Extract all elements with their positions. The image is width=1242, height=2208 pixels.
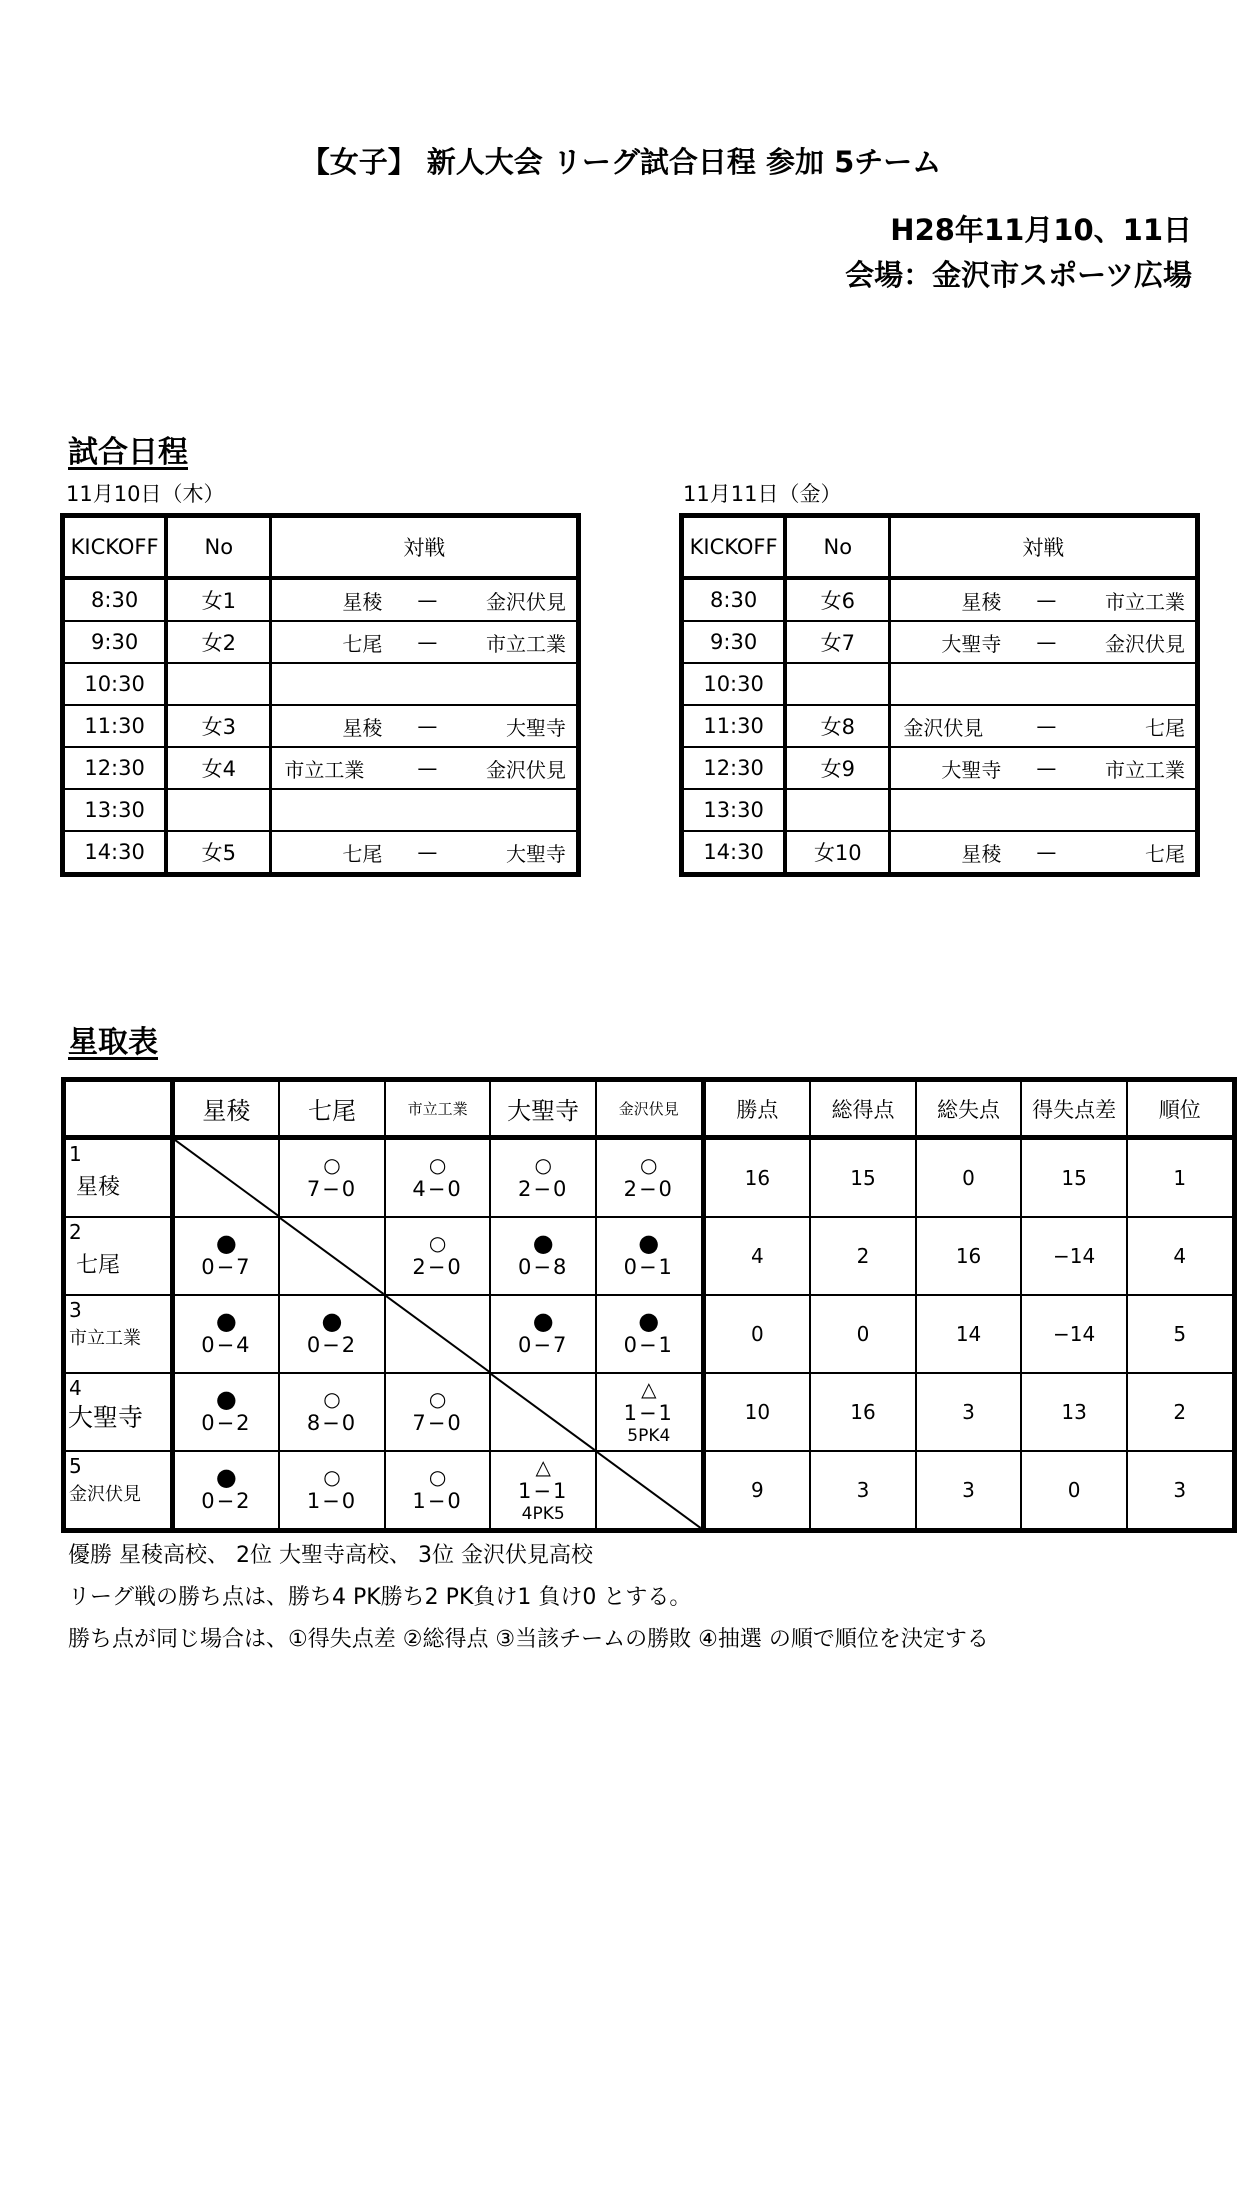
opponent-header: 星稜 bbox=[172, 1080, 279, 1138]
score: 0−7 bbox=[518, 1333, 569, 1357]
match-number bbox=[785, 789, 890, 831]
match-cell bbox=[271, 621, 579, 663]
pk-score: 5PK4 bbox=[627, 1426, 671, 1446]
result-cell bbox=[385, 1451, 491, 1531]
kickoff-time: 12:30 bbox=[682, 747, 786, 789]
goal-difference-value: −14 bbox=[1021, 1217, 1127, 1295]
score: 0−2 bbox=[201, 1489, 252, 1513]
team-cell bbox=[64, 1373, 173, 1451]
result-cell bbox=[385, 1373, 491, 1451]
diagonal-line bbox=[175, 1140, 279, 1216]
kickoff-time: 10:30 bbox=[63, 663, 167, 705]
result-cell bbox=[279, 1295, 385, 1373]
draw-mark-icon: △ bbox=[641, 1377, 657, 1401]
kickoff-header: KICKOFF bbox=[682, 516, 786, 579]
rank-value: 5 bbox=[1127, 1295, 1234, 1373]
goals-against-value: 3 bbox=[916, 1451, 1022, 1531]
kickoff-time: 8:30 bbox=[63, 578, 167, 621]
score: 0−7 bbox=[201, 1255, 252, 1279]
match-number: 女4 bbox=[166, 747, 271, 789]
win-mark-icon: ○ bbox=[323, 1387, 341, 1411]
self-cell bbox=[279, 1217, 385, 1295]
match-number bbox=[166, 789, 271, 831]
points-value: 4 bbox=[703, 1217, 810, 1295]
score: 7−0 bbox=[412, 1411, 463, 1435]
away-team: 七尾 bbox=[1145, 841, 1185, 866]
opponent-header: 大聖寺 bbox=[490, 1080, 596, 1138]
goals-against-value: 16 bbox=[916, 1217, 1022, 1295]
team-number: 1 bbox=[69, 1142, 82, 1166]
stat-header: 総失点 bbox=[916, 1080, 1022, 1138]
kickoff-time: 12:30 bbox=[63, 747, 167, 789]
points-value: 0 bbox=[703, 1295, 810, 1373]
loss-mark-icon: ● bbox=[215, 1463, 237, 1491]
schedule-row bbox=[63, 789, 579, 831]
match-number: 女9 bbox=[785, 747, 890, 789]
schedule-row bbox=[682, 747, 1198, 789]
score: 0−8 bbox=[518, 1255, 569, 1279]
versus-dash: — bbox=[1036, 840, 1057, 864]
result-cell bbox=[596, 1138, 703, 1218]
matchup bbox=[891, 580, 1195, 620]
versus-dash: — bbox=[417, 630, 438, 654]
home-team: 星稜 bbox=[961, 841, 1002, 866]
schedule-row bbox=[63, 747, 579, 789]
match-number bbox=[166, 663, 271, 705]
diagonal-stroke bbox=[597, 1452, 701, 1528]
kickoff-time: 11:30 bbox=[682, 705, 786, 747]
team-cell bbox=[64, 1217, 173, 1295]
kickoff-time: 9:30 bbox=[63, 621, 167, 663]
schedule-row bbox=[63, 705, 579, 747]
schedule-row bbox=[682, 621, 1198, 663]
away-team: 金沢伏見 bbox=[486, 757, 566, 782]
diagonal-stroke bbox=[175, 1140, 279, 1216]
score: 2−0 bbox=[518, 1177, 569, 1201]
schedule-row bbox=[682, 663, 1198, 705]
day2-label: 11月11日（金） bbox=[683, 482, 842, 506]
match-cell bbox=[890, 747, 1198, 789]
goal-difference-value: −14 bbox=[1021, 1295, 1127, 1373]
goal-difference-value: 15 bbox=[1021, 1138, 1127, 1218]
result-cell bbox=[172, 1295, 279, 1373]
result-cell bbox=[490, 1295, 596, 1373]
diagonal-stroke bbox=[280, 1218, 384, 1294]
event-venue: 会場：金沢市スポーツ広場 bbox=[845, 258, 1192, 292]
match-number: 女7 bbox=[785, 621, 890, 663]
team-cell bbox=[64, 1295, 173, 1373]
score: 2−0 bbox=[623, 1177, 674, 1201]
schedule-row bbox=[682, 831, 1198, 875]
match-header: 対戦 bbox=[271, 516, 579, 579]
win-mark-icon: ○ bbox=[640, 1153, 658, 1177]
match-number: 女8 bbox=[785, 705, 890, 747]
match-number: 女3 bbox=[166, 705, 271, 747]
loss-mark-icon: ● bbox=[215, 1385, 237, 1413]
home-team: 星稜 bbox=[961, 589, 1002, 614]
diagonal-line bbox=[491, 1374, 595, 1450]
tiebreak-rule-note: 勝ち点が同じ場合は、①得失点差 ②総得点 ③当該チームの勝敗 ④抽選 の順で順位を決定する bbox=[68, 1627, 989, 1652]
score: 1−0 bbox=[412, 1489, 463, 1513]
stat-header: 総得点 bbox=[810, 1080, 916, 1138]
result-cell bbox=[596, 1217, 703, 1295]
versus-dash: — bbox=[1036, 630, 1057, 654]
stat-header: 順位 bbox=[1127, 1080, 1234, 1138]
points-value: 9 bbox=[703, 1451, 810, 1531]
no-header: No bbox=[166, 516, 271, 579]
versus-dash: — bbox=[1036, 714, 1057, 738]
goals-for-value: 16 bbox=[810, 1373, 916, 1451]
home-team: 七尾 bbox=[342, 631, 383, 656]
win-mark-icon: ○ bbox=[428, 1465, 447, 1489]
standings-row bbox=[64, 1451, 1235, 1531]
versus-dash: — bbox=[1036, 756, 1057, 780]
score: 1−1 bbox=[623, 1401, 674, 1425]
loss-mark-icon: ● bbox=[638, 1229, 660, 1257]
home-team: 星稜 bbox=[342, 715, 383, 740]
draw-mark-icon: △ bbox=[535, 1455, 551, 1479]
diagonal-stroke bbox=[491, 1374, 595, 1450]
opponent-header: 市立工業 bbox=[385, 1080, 491, 1138]
diagonal-line bbox=[280, 1218, 384, 1294]
win-mark-icon: ○ bbox=[428, 1387, 447, 1411]
result-cell bbox=[172, 1373, 279, 1451]
goals-against-value: 14 bbox=[916, 1295, 1022, 1373]
score: 0−4 bbox=[201, 1333, 252, 1357]
score: 0−1 bbox=[623, 1255, 674, 1279]
self-cell bbox=[490, 1373, 596, 1451]
away-team: 大聖寺 bbox=[506, 841, 566, 866]
result-cell bbox=[490, 1138, 596, 1218]
self-cell bbox=[172, 1138, 279, 1218]
score: 1−1 bbox=[518, 1479, 569, 1503]
team-cell bbox=[64, 1138, 173, 1218]
loss-mark-icon: ● bbox=[532, 1307, 554, 1335]
result-cell bbox=[279, 1373, 385, 1451]
loss-mark-icon: ● bbox=[215, 1229, 237, 1257]
score: 0−2 bbox=[201, 1411, 252, 1435]
schedule-header-row bbox=[63, 516, 579, 579]
team-name: 大聖寺 bbox=[68, 1403, 144, 1432]
away-team: 市立工業 bbox=[1105, 589, 1185, 614]
standings-table bbox=[61, 1077, 1237, 1533]
points-value: 16 bbox=[703, 1138, 810, 1218]
home-team: 星稜 bbox=[342, 589, 383, 614]
result-cell bbox=[279, 1138, 385, 1218]
match-cell bbox=[890, 578, 1198, 621]
rank-value: 2 bbox=[1127, 1373, 1234, 1451]
kickoff-header: KICKOFF bbox=[63, 516, 167, 579]
kickoff-time: 10:30 bbox=[682, 663, 786, 705]
result-cell bbox=[172, 1451, 279, 1531]
matchup bbox=[891, 622, 1195, 662]
matchup bbox=[272, 622, 576, 662]
result-cell bbox=[490, 1451, 596, 1531]
score: 1−0 bbox=[306, 1489, 358, 1513]
schedule-row bbox=[682, 578, 1198, 621]
self-cell bbox=[596, 1451, 703, 1531]
score: 7−0 bbox=[306, 1177, 358, 1201]
win-mark-icon: ○ bbox=[428, 1153, 447, 1177]
schedule-row bbox=[682, 789, 1198, 831]
points-rule-note: リーグ戦の勝ち点は、勝ち4 PK勝ち2 PK負け1 負け0 とする。 bbox=[68, 1585, 692, 1610]
result-cell bbox=[172, 1217, 279, 1295]
kickoff-time: 13:30 bbox=[63, 789, 167, 831]
matchup bbox=[891, 832, 1195, 872]
team-name: 星稜 bbox=[76, 1175, 121, 1200]
away-team: 大聖寺 bbox=[506, 715, 566, 740]
team-name: 金沢伏見 bbox=[69, 1484, 141, 1505]
match-cell bbox=[890, 621, 1198, 663]
home-team: 金沢伏見 bbox=[903, 715, 984, 740]
schedule-table-day1 bbox=[60, 513, 581, 877]
final-result-note: 優勝 星稜高校、 2位 大聖寺高校、 3位 金沢伏見高校 bbox=[68, 1543, 593, 1568]
win-mark-icon: ○ bbox=[323, 1465, 341, 1489]
goals-for-value: 2 bbox=[810, 1217, 916, 1295]
score: 8−0 bbox=[306, 1411, 358, 1435]
standings-row bbox=[64, 1295, 1235, 1373]
match-number: 女5 bbox=[166, 831, 271, 875]
win-mark-icon: ○ bbox=[534, 1153, 552, 1177]
team-name: 市立工業 bbox=[69, 1328, 141, 1349]
result-cell bbox=[596, 1295, 703, 1373]
standings-row bbox=[64, 1373, 1235, 1451]
kickoff-time: 8:30 bbox=[682, 578, 786, 621]
team-number: 5 bbox=[69, 1454, 82, 1478]
schedule-row bbox=[63, 663, 579, 705]
match-number: 女1 bbox=[166, 578, 271, 621]
score: 0−1 bbox=[623, 1333, 674, 1357]
score: 0−2 bbox=[306, 1333, 358, 1357]
matchup bbox=[891, 706, 1195, 746]
loss-mark-icon: ● bbox=[215, 1307, 237, 1335]
goal-difference-value: 13 bbox=[1021, 1373, 1127, 1451]
win-mark-icon: ○ bbox=[323, 1153, 341, 1177]
team-number: 3 bbox=[69, 1298, 82, 1322]
matchup bbox=[272, 832, 576, 872]
match-number bbox=[785, 663, 890, 705]
goal-difference-value: 0 bbox=[1021, 1451, 1127, 1531]
home-team: 大聖寺 bbox=[941, 631, 1002, 656]
opponent-header: 金沢伏見 bbox=[596, 1080, 703, 1138]
versus-dash: — bbox=[417, 588, 438, 612]
loss-mark-icon: ● bbox=[638, 1307, 660, 1335]
result-cell bbox=[385, 1217, 491, 1295]
page-title: 【女子】 新人大会 リーグ試合日程 参加 5チーム bbox=[300, 145, 942, 179]
match-cell bbox=[890, 789, 1198, 831]
team-number: 2 bbox=[69, 1220, 82, 1244]
away-team: 七尾 bbox=[1145, 715, 1185, 740]
schedule-row bbox=[682, 705, 1198, 747]
score: 2−0 bbox=[412, 1255, 463, 1279]
no-header: No bbox=[785, 516, 890, 579]
kickoff-time: 14:30 bbox=[63, 831, 167, 875]
schedule-heading: 試合日程 bbox=[68, 435, 188, 470]
loss-mark-icon: ● bbox=[321, 1307, 343, 1335]
goals-against-value: 3 bbox=[916, 1373, 1022, 1451]
away-team: 市立工業 bbox=[486, 631, 566, 656]
opponent-header: 七尾 bbox=[279, 1080, 385, 1138]
match-cell bbox=[890, 705, 1198, 747]
team-number: 4 bbox=[69, 1376, 82, 1400]
result-cell bbox=[490, 1217, 596, 1295]
versus-dash: — bbox=[417, 840, 438, 864]
goals-for-value: 15 bbox=[810, 1138, 916, 1218]
home-team: 七尾 bbox=[342, 841, 383, 866]
match-cell bbox=[271, 663, 579, 705]
goals-for-value: 3 bbox=[810, 1451, 916, 1531]
matchup bbox=[272, 706, 576, 746]
home-team: 市立工業 bbox=[284, 757, 365, 782]
match-number: 女6 bbox=[785, 578, 890, 621]
pk-score: 4PK5 bbox=[521, 1504, 565, 1524]
result-cell bbox=[279, 1451, 385, 1531]
match-cell bbox=[890, 663, 1198, 705]
kickoff-time: 11:30 bbox=[63, 705, 167, 747]
matchup bbox=[891, 748, 1195, 788]
kickoff-time: 9:30 bbox=[682, 621, 786, 663]
result-cell bbox=[385, 1138, 491, 1218]
match-cell bbox=[271, 789, 579, 831]
standings-header-row bbox=[64, 1080, 1235, 1138]
result-cell bbox=[596, 1373, 703, 1451]
match-cell bbox=[271, 747, 579, 789]
away-team: 金沢伏見 bbox=[486, 589, 566, 614]
schedule-row bbox=[63, 621, 579, 663]
away-team: 市立工業 bbox=[1105, 757, 1185, 782]
points-value: 10 bbox=[703, 1373, 810, 1451]
goals-against-value: 0 bbox=[916, 1138, 1022, 1218]
match-number: 女10 bbox=[785, 831, 890, 875]
schedule-table-day2 bbox=[679, 513, 1200, 877]
match-cell bbox=[271, 831, 579, 875]
self-cell bbox=[385, 1295, 491, 1373]
stat-header: 勝点 bbox=[703, 1080, 810, 1138]
standings-heading: 星取表 bbox=[68, 1025, 158, 1060]
match-number: 女2 bbox=[166, 621, 271, 663]
rank-value: 1 bbox=[1127, 1138, 1234, 1218]
versus-dash: — bbox=[1036, 588, 1057, 612]
match-cell bbox=[271, 705, 579, 747]
home-team: 大聖寺 bbox=[941, 757, 1002, 782]
kickoff-time: 13:30 bbox=[682, 789, 786, 831]
rank-value: 3 bbox=[1127, 1451, 1234, 1531]
rank-value: 4 bbox=[1127, 1217, 1234, 1295]
schedule-row bbox=[63, 831, 579, 875]
score: 4−0 bbox=[412, 1177, 463, 1201]
team-cell bbox=[64, 1451, 173, 1531]
diagonal-line bbox=[386, 1296, 490, 1372]
day1-label: 11月10日（木） bbox=[66, 482, 225, 506]
event-date: H28年11月10、11日 bbox=[890, 213, 1192, 247]
match-cell bbox=[890, 831, 1198, 875]
away-team: 金沢伏見 bbox=[1105, 631, 1185, 656]
standings-row bbox=[64, 1138, 1235, 1218]
matchup bbox=[272, 748, 576, 788]
kickoff-time: 14:30 bbox=[682, 831, 786, 875]
schedule-header-row bbox=[682, 516, 1198, 579]
schedule-row bbox=[63, 578, 579, 621]
team-name: 七尾 bbox=[76, 1253, 121, 1278]
versus-dash: — bbox=[417, 756, 438, 780]
corner-cell bbox=[64, 1080, 173, 1138]
goals-for-value: 0 bbox=[810, 1295, 916, 1373]
match-cell bbox=[271, 578, 579, 621]
stat-header: 得失点差 bbox=[1021, 1080, 1127, 1138]
diagonal-line bbox=[597, 1452, 701, 1528]
loss-mark-icon: ● bbox=[532, 1229, 554, 1257]
match-header: 対戦 bbox=[890, 516, 1198, 579]
matchup bbox=[272, 580, 576, 620]
versus-dash: — bbox=[417, 714, 438, 738]
diagonal-stroke bbox=[386, 1296, 490, 1372]
win-mark-icon: ○ bbox=[428, 1231, 447, 1255]
standings-row bbox=[64, 1217, 1235, 1295]
